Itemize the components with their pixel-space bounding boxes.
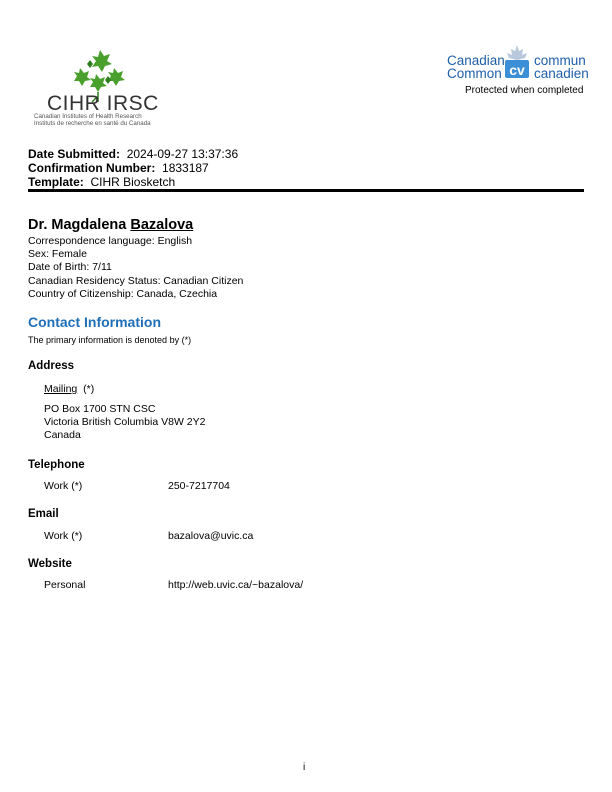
ccv-badge: cv <box>509 62 525 78</box>
email-value: bazalova@uvic.ca <box>168 530 254 542</box>
person-name: Dr. Magdalena Bazalova <box>28 217 194 233</box>
template-value: CIHR Biosketch <box>90 175 176 189</box>
website-heading: Website <box>28 558 72 570</box>
date-submitted-label: Date Submitted: <box>28 147 121 161</box>
page-number: i <box>303 762 306 773</box>
mailing-address: PO Box 1700 STN CSC Victoria British Columbia V8W 2Y2 Canada <box>44 403 206 441</box>
primary-note: The primary information is denoted by (*) <box>28 335 192 345</box>
ccv-logo-fr: commun canadien <box>534 53 589 81</box>
person-details <box>28 235 243 301</box>
email-heading: Email <box>28 508 59 520</box>
confirmation-label: Confirmation Number: <box>28 161 156 175</box>
ccv-logo-en: Canadian Common <box>447 53 505 81</box>
telephone-value: 250-7217704 <box>168 480 230 492</box>
telephone-heading: Telephone <box>28 459 85 471</box>
protected-notice: Protected when completed <box>465 85 584 96</box>
date-submitted-value: 2024-09-27 13:37:36 <box>126 147 239 161</box>
contact-heading: Contact Information <box>28 314 161 330</box>
sex: Sex: Female <box>28 248 87 261</box>
template-label: Template: <box>28 175 84 189</box>
cihr-logo-subtitle: Canadian Institutes of Health Research Instituts de recherche en santé du Canada <box>34 113 151 127</box>
address-type: Mailing (*) <box>44 383 95 395</box>
website-value: http://web.uvic.ca/~bazalova/ <box>168 579 304 591</box>
citizenship: Country of Citizenship: Canada, Czechia <box>28 287 218 300</box>
ccv-logo <box>447 44 587 84</box>
date-of-birth: Date of Birth: 7/11 <box>28 261 112 274</box>
submission-meta <box>28 147 238 189</box>
person-surname: Bazalova <box>130 217 194 233</box>
confirmation-value: 1833187 <box>162 161 209 175</box>
residency-status: Canadian Residency Status: Canadian Citizen <box>28 274 244 287</box>
telephone-label: Work (*) <box>44 480 83 492</box>
header-divider <box>28 189 584 192</box>
website-label: Personal <box>44 579 86 591</box>
correspondence-language: Correspondence language: English <box>28 235 193 247</box>
cihr-logo-wordmark: CIHR IRSC <box>47 92 159 115</box>
email-label: Work (*) <box>44 530 83 542</box>
address-heading: Address <box>28 360 75 372</box>
